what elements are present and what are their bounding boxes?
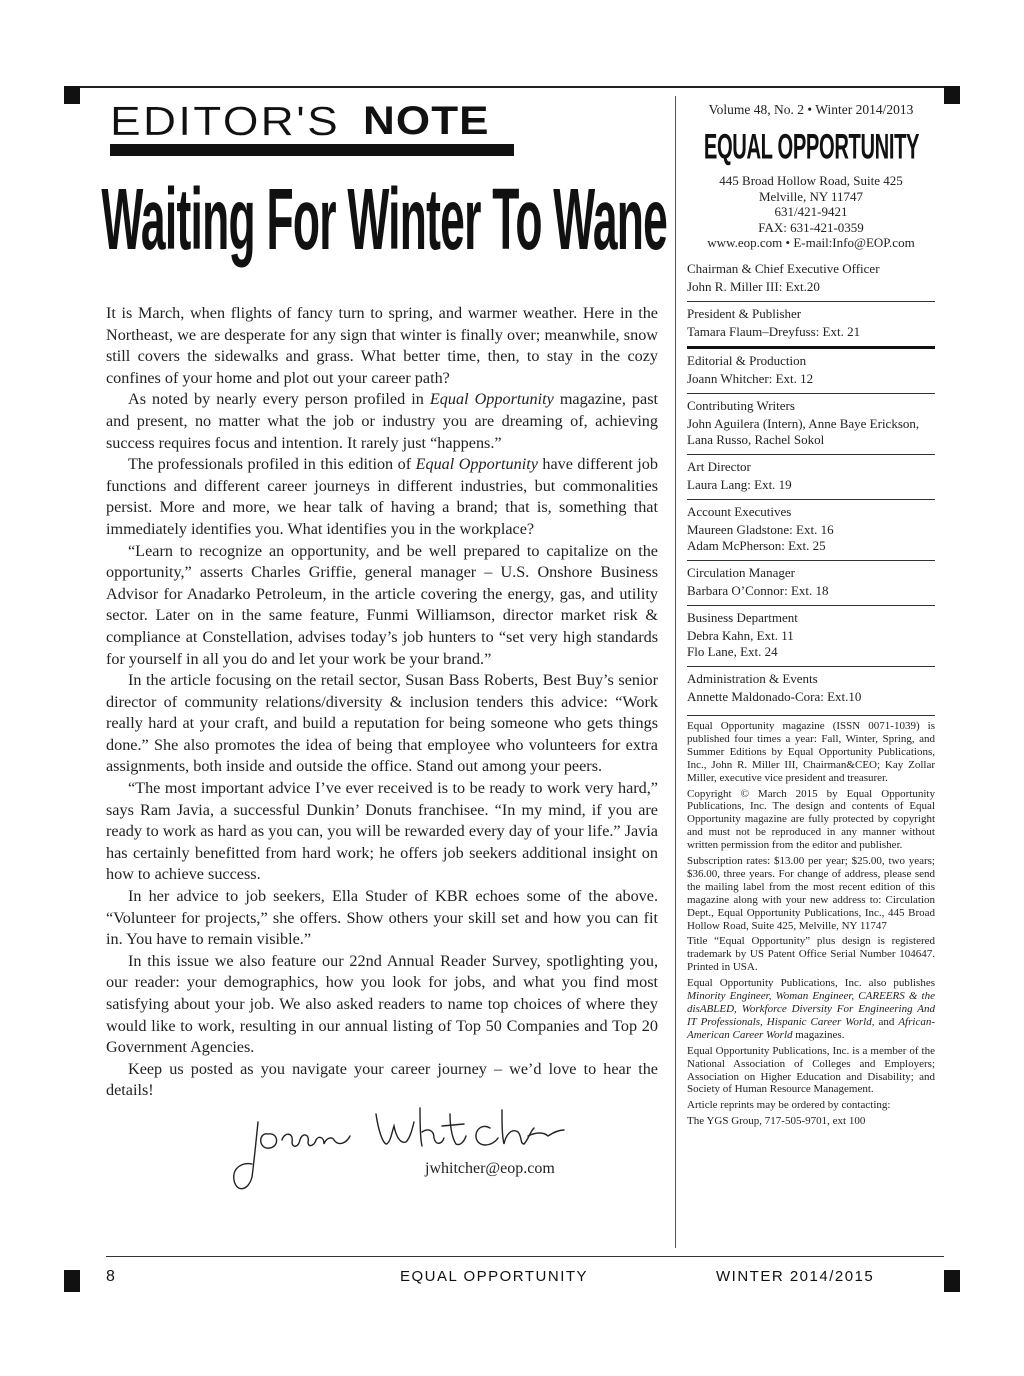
fine-print-paragraph: Subscription rates: $13.00 per year; $25.00, two years; $36.00, three years. For change of address, please send the mailing label from the most recent edition of this magazine along with your new address to: Circulation Dept., Equal Opportunity Publications, Inc., 445 Broad Hollow Road, Suite 425, Melville, NY 11747 — [687, 855, 935, 932]
footer-magazine-name: EQUAL OPPORTUNITY — [400, 1268, 589, 1285]
corner-mark-top-right — [944, 86, 960, 104]
footer-rule — [106, 1256, 944, 1257]
staff-list — [687, 261, 935, 711]
fine-print-paragraph: Title “Equal Opportunity” plus design is registered trademark by US Patent Office Serial Number 104647. Printed in USA. — [687, 935, 935, 974]
staff-title: Business Department — [687, 609, 798, 625]
article-paragraph: “The most important advice I’ve ever received is to be ready to work very hard,” says Ram Javia, a successful Dunkin’ Donuts franchisee. “In my mind, if you are ready to work as hard as you can, you will be rewarded every day of your life.” Javia has certainly benefitted from hard work; he offers job seekers additional insight on how to achieve success. — [106, 779, 658, 884]
staff-entry — [687, 346, 935, 393]
article-paragraph: As noted by nearly every person profiled in Equal Opportunity magazine, past and present, no matter what the job or industry you are dreaming of, achieving success requires focus and intention. It rarely just “happens.” — [106, 390, 658, 452]
staff-entry — [687, 261, 935, 301]
magazine-title-text: EQUAL OPPORTUNITY — [703, 127, 919, 166]
masthead — [687, 101, 935, 1131]
article-paragraph: “Learn to recognize an opportunity, and be well prepared to capitalize on the opportunity,” asserts Charles Griffie, general manager – U.S. Onshore Business Advisor for Anadarko Petroleum, in the article covering the energy, gas, and utility sector. Later on in the same feature, Funmi Williamson, director market risk & compliance at Constellation, advises today’s job hunters to “set very high standards for yourself in all you do and let your work be your brand.” — [106, 541, 658, 668]
staff-title: Chairman & Chief Executive Officer — [687, 260, 880, 276]
handwritten-signature — [228, 1092, 568, 1202]
staff-title: Administration & Events — [687, 670, 818, 686]
staff-entry — [687, 454, 935, 499]
article-paragraph: The professionals profiled in this edition of Equal Opportunity have different job functions and different career journeys in different industries, but commonalities persist. More and more, we hear talk of having a brand; that is, something that immediately identifies you. What identifies you in the workplace? — [106, 455, 658, 538]
fine-print-text: and — [874, 1015, 899, 1028]
fine-print-paragraph: Article reprints may be ordered by contacting: — [687, 1099, 891, 1112]
magazine-name-italic: Equal Opportunity — [415, 455, 538, 474]
staff-title: Editorial & Production — [687, 352, 807, 368]
fine-print-text: magazines. — [792, 1028, 845, 1041]
issue-volume: Volume 48, No. 2 • Winter 2014/2013 — [708, 102, 914, 117]
staff-contact: Joann Whitcher: Ext. 12 — [687, 370, 814, 386]
section-header-light: EDITOR'S — [110, 97, 340, 144]
staff-contact: Annette Maldonado-Cora: Ext.10 — [687, 688, 862, 704]
fine-print-paragraph: Equal Opportunity magazine (ISSN 0071-1039) is published four times a year: Fall, Winter, Spring, and Summer Editions by Equal Opportunity Publications, Inc., John R. Miller III, Chairman&CEO; Kay Zollar Miller, executive vice president and treasurer. — [687, 719, 935, 784]
article-paragraph: Keep us posted as you navigate your career journey – we’d love to hear the details! — [106, 1059, 658, 1100]
article-paragraph: It is March, when flights of fancy turn to spring, and warmer weather. Here in the Northeast, we are desperate for any sign that winter is finally over; meanwhile, snow still covers the sidewalks and grass. What better time, then, to stay in the cozy confines of your home and plot out your career path? — [106, 304, 658, 387]
staff-contact: Adam McPherson: Ext. 25 — [687, 537, 826, 553]
staff-title: Circulation Manager — [687, 564, 795, 580]
staff-entry — [687, 499, 935, 560]
section-header-bold: NOTE — [363, 98, 490, 143]
staff-title: President & Publisher — [687, 305, 802, 321]
publication-list: African-American Career World — [687, 1015, 935, 1041]
section-header — [110, 97, 514, 144]
fine-print-paragraph: Copyright © March 2015 by Equal Opportunity Publications, Inc. The design and contents of Equal Opportunity magazine are fully protected by copyright and must not be reproduced in any manner without written permission from the editor and publisher. — [687, 787, 935, 852]
staff-entry — [687, 666, 935, 711]
footer-issue: WINTER 2014/2015 — [716, 1268, 875, 1285]
staff-title: Art Director — [687, 458, 751, 474]
fine-print-paragraph: Equal Opportunity Publications, Inc. is a member of the National Association of Colleges and Employers; Association on Higher Education and Disability; and Society of Human Resource Management. — [687, 1044, 935, 1096]
headline — [101, 164, 667, 274]
article-paragraph: In her advice to job seekers, Ella Studer of KBR echoes some of the above. “Volunteer for projects,” she offers. Show others your skill set and how you can fit in. You have to remain visible.” — [106, 887, 658, 949]
staff-contact: John R. Miller III: Ext.20 — [687, 278, 820, 294]
article-paragraph: In this issue we also feature our 22nd Annual Reader Survey, spotlighting you, our reader: your demographics, how you look for jobs, and what you find most satisfying about your job. We also asked readers to name top choices of where they would like to work, resulting in our annual listing of Top 50 Companies and Top 20 Government Agencies. — [106, 951, 658, 1057]
corner-mark-bottom-left — [64, 1270, 80, 1292]
staff-contact: John Aguilera (Intern), Anne Baye Erickson, Lana Russo, Rachel Sokol — [687, 415, 920, 447]
headline-text: Waiting For Winter To Wane — [101, 170, 667, 268]
article-body — [106, 303, 658, 1102]
address-line: Melville, NY 11747 — [758, 188, 864, 204]
corner-mark-bottom-right — [944, 1270, 960, 1292]
address-line: www.eop.com • E-mail:Info@EOP.com — [707, 235, 915, 251]
staff-contact: Maureen Gladstone: Ext. 16 — [687, 521, 834, 537]
staff-entry — [687, 560, 935, 605]
signature-email: jwhitcher@eop.com — [425, 1160, 555, 1177]
staff-contact: Debra Kahn, Ext. 11 — [687, 627, 794, 643]
corner-mark-top-left — [64, 86, 80, 104]
publication-list: Minority Engineer, Woman Engineer, CAREERS & the disABLED, Workforce Diversity For Engineering And IT Professionals, Hispanic Career World, — [687, 990, 935, 1028]
staff-entry — [687, 393, 935, 454]
publisher-address — [687, 173, 935, 251]
article-paragraph: In the article focusing on the retail sector, Susan Bass Roberts, Best Buy’s senior director of community relations/diversity & inclusion tenders this advice: “Work really hard at your craft, and build a reputation for being someone who gets things done.” She also promotes the idea of being that employee who volunteers for extra assignments, both inside and outside the office. Stand out among your peers. — [106, 671, 658, 776]
page-number: 8 — [106, 1268, 115, 1285]
address-line: 445 Broad Hollow Road, Suite 425 — [719, 173, 903, 188]
column-divider — [675, 96, 676, 1248]
staff-contact: Tamara Flaum–Dreyfuss: Ext. 21 — [687, 323, 861, 339]
staff-contact: Flo Lane, Ext. 24 — [687, 643, 778, 659]
fine-print-text: Equal Opportunity Publications, Inc. also publishes — [687, 977, 935, 990]
magazine-title — [687, 127, 935, 167]
staff-entry — [687, 605, 935, 666]
frame-top-rule — [64, 86, 960, 88]
fine-print-paragraph — [687, 977, 935, 1042]
staff-entry — [687, 301, 935, 346]
publication-fine-print — [687, 715, 935, 1128]
section-header-bar — [110, 144, 514, 156]
fine-print-paragraph: The YGS Group, 717-505-9701, ext 100 — [687, 1115, 866, 1128]
staff-contact: Laura Lang: Ext. 19 — [687, 476, 792, 492]
magazine-name-italic: Equal Opportunity — [429, 390, 554, 409]
staff-contact: Barbara O’Connor: Ext. 18 — [687, 582, 829, 598]
address-line: 631/421-9421 — [774, 204, 848, 220]
staff-title: Contributing Writers — [687, 397, 795, 413]
address-line: FAX: 631-421-0359 — [758, 219, 864, 235]
staff-title: Account Executives — [687, 503, 792, 519]
